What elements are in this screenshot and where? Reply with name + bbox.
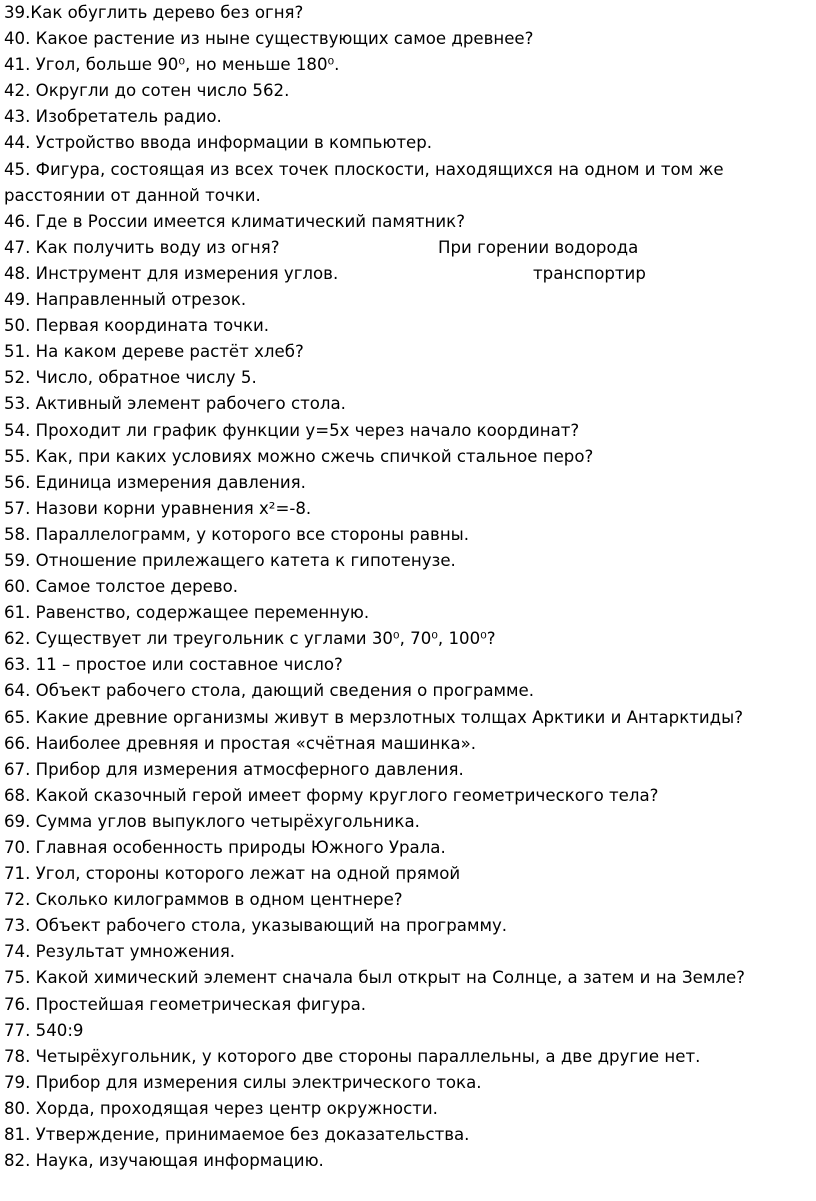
- question-51: 51. На каком дереве растёт хлеб?: [4, 342, 304, 362]
- question-58: 58. Параллелограмм, у которого все стороны равны.: [4, 524, 470, 544]
- question-41: 41. Угол, больше 90⁰, но меньше 180⁰.: [4, 55, 340, 75]
- question-77: 77. 540:9: [4, 1020, 84, 1040]
- question-57: 57. Назови корни уравнения х²=-8.: [4, 498, 312, 518]
- question-52: 52. Число, обратное числу 5.: [4, 368, 257, 388]
- question-81: 81. Утверждение, принимаемое без доказательства.: [4, 1125, 470, 1145]
- answer-48: транспортир: [533, 263, 646, 283]
- question-56: 56. Единица измерения давления.: [4, 472, 306, 492]
- question-61: 61. Равенство, содержащее переменную.: [4, 603, 370, 623]
- question-47: [0, 235, 816, 261]
- question-73: 73. Объект рабочего стола, указывающий на программу.: [4, 916, 508, 936]
- question-47-text: 47. Как получить воду из огня?: [4, 237, 280, 257]
- question-80: 80. Хорда, проходящая через центр окружности.: [4, 1098, 438, 1118]
- question-66: 66. Наиболее древняя и простая «счётная машинка».: [4, 733, 477, 753]
- question-79: 79. Прибор для измерения силы электрического тока.: [4, 1072, 482, 1092]
- question-69: 69. Сумма углов выпуклого четырёхугольника.: [4, 811, 420, 831]
- question-71: 71. Угол, стороны которого лежат на одной прямой: [4, 864, 461, 884]
- question-49: 49. Направленный отрезок.: [4, 290, 247, 310]
- question-39: 39.Как обуглить дерево без огня?: [4, 3, 304, 22]
- question-68: 68. Какой сказочный герой имеет форму круглого геометрического тела?: [4, 785, 659, 805]
- question-74: 74. Результат умножения.: [4, 942, 236, 962]
- question-53: 53. Активный элемент рабочего стола.: [4, 394, 346, 414]
- question-46: 46. Где в России имеется климатический памятник?: [4, 211, 466, 231]
- question-76: 76. Простейшая геометрическая фигура.: [4, 994, 367, 1014]
- question-78: 78. Четырёхугольник, у которого две стороны параллельны, а две другие нет.: [4, 1046, 701, 1066]
- question-55: 55. Как, при каких условиях можно сжечь спичкой стальное перо?: [4, 446, 594, 466]
- question-63: 63. 11 – простое или составное число?: [4, 655, 343, 675]
- question-48-text: 48. Инструмент для измерения углов.: [4, 263, 339, 283]
- question-62: 62. Существует ли треугольник с углами 30⁰, 70⁰, 100⁰?: [4, 629, 496, 649]
- question-72: 72. Сколько килограммов в одном центнере?: [4, 890, 403, 910]
- answer-47: При горении водорода: [438, 237, 639, 257]
- question-45: 45. Фигура, состоящая из всех точек плоскости, находящихся на одном и том же: [4, 159, 724, 179]
- question-42: 42. Округли до сотен число 562.: [4, 81, 290, 101]
- question-67: 67. Прибор для измерения атмосферного давления.: [4, 759, 464, 779]
- question-50: 50. Первая координата точки.: [4, 316, 270, 336]
- question-75: 75. Какой химический элемент сначала был открыт на Солнце, а затем и на Земле?: [4, 968, 745, 988]
- question-65: 65. Какие древние организмы живут в мерзлотных толщах Арктики и Антарктиды?: [4, 707, 744, 727]
- question-48: [0, 261, 816, 287]
- question-59: 59. Отношение прилежащего катета к гипотенузе.: [4, 550, 456, 570]
- question-40: 40. Какое растение из ныне существующих самое древнее?: [4, 29, 534, 49]
- question-60: 60. Самое толстое дерево.: [4, 577, 239, 597]
- question-44: 44. Устройство ввода информации в компьютер.: [4, 133, 433, 153]
- question-82: 82. Наука, изучающая информацию.: [4, 1151, 324, 1171]
- question-70: 70. Главная особенность природы Южного Урала.: [4, 838, 446, 857]
- question-43: 43. Изобретатель радио.: [4, 107, 222, 127]
- question-45-continued: расстоянии от данной точки.: [4, 185, 261, 205]
- question-54: 54. Проходит ли график функции у=5х через начало координат?: [4, 420, 580, 440]
- question-64: 64. Объект рабочего стола, дающий сведения о программе.: [4, 681, 535, 701]
